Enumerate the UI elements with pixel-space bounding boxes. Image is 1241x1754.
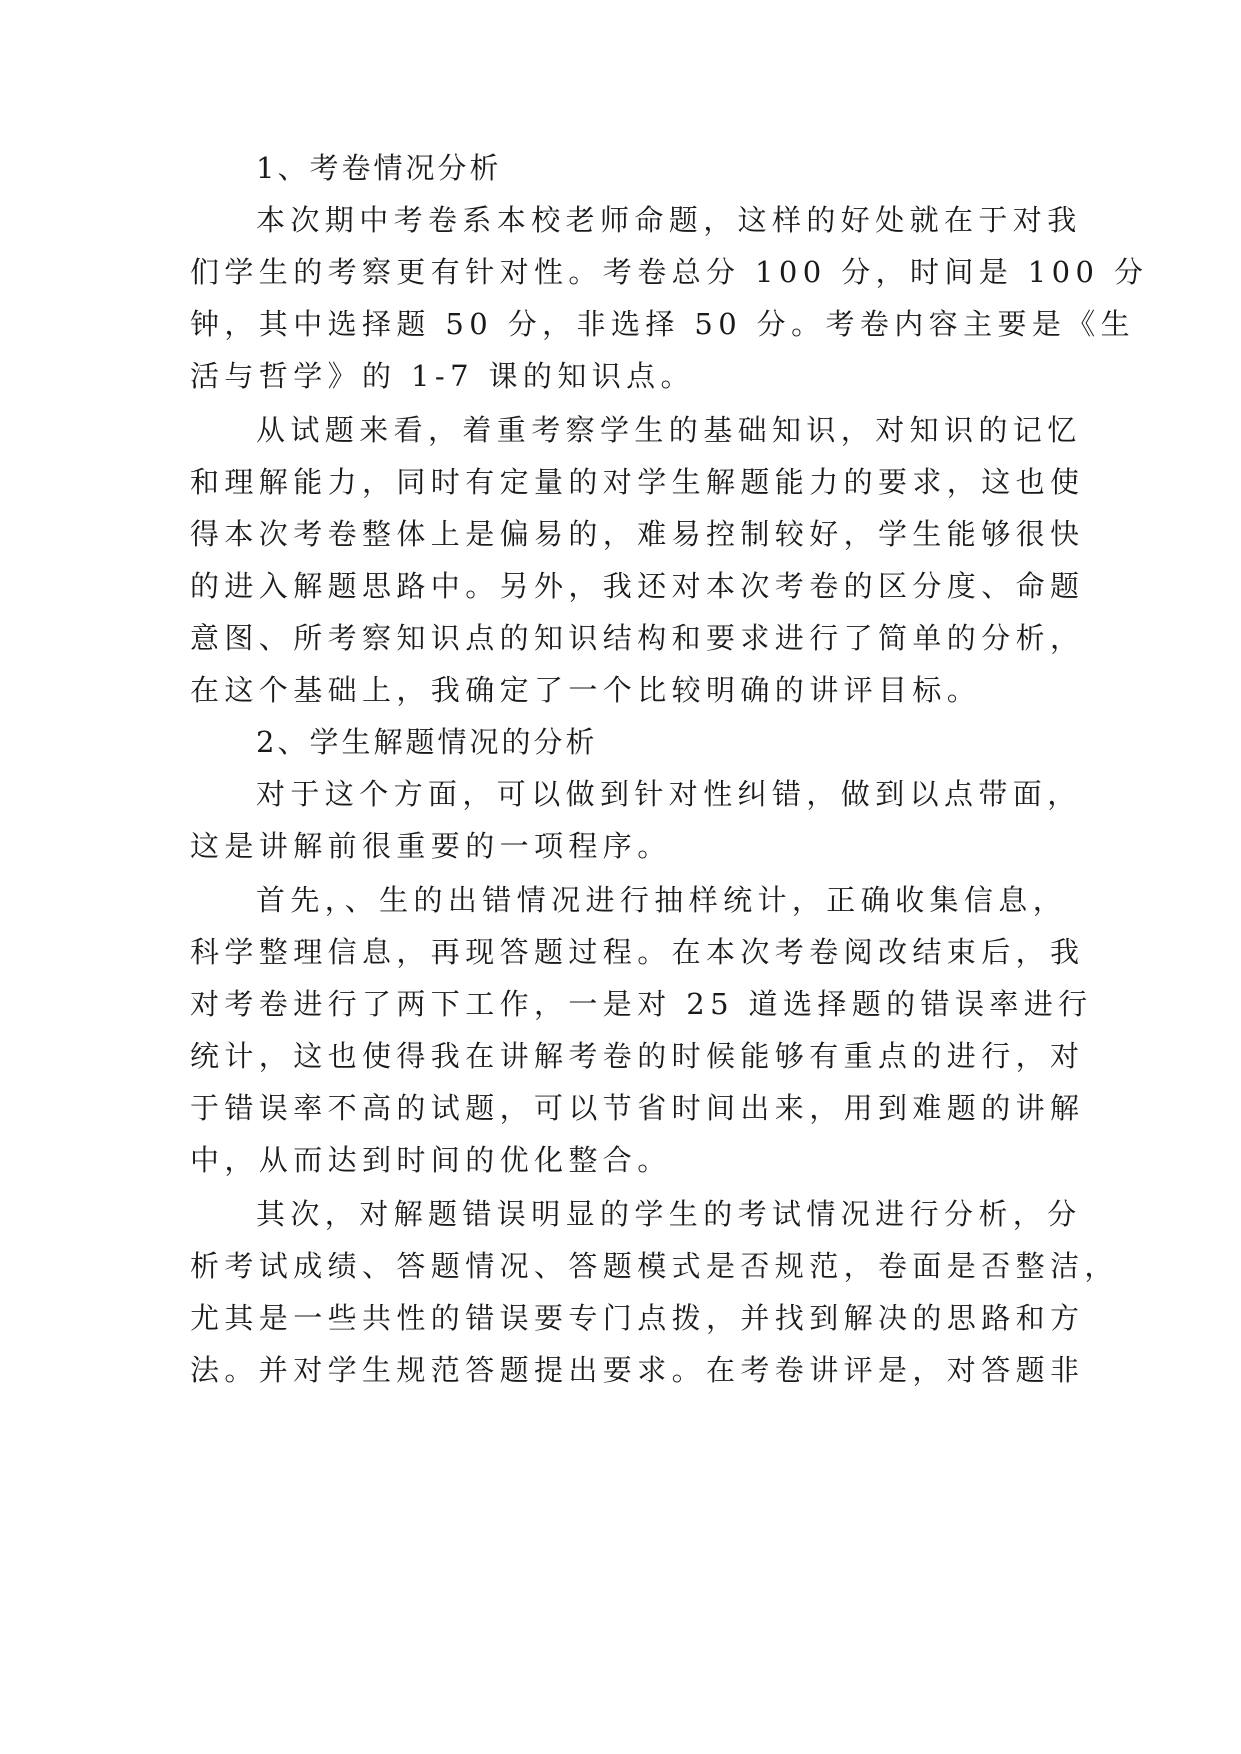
paragraph-line: 们学生的考察更有针对性。考卷总分 100 分，时间是 100 分 [190,255,1149,289]
paragraph-line: 其次，对解题错误明显的学生的考试情况进行分析，分 [256,1197,1082,1231]
paragraph-line: 从试题来看，着重考察学生的基础知识，对知识的记忆 [256,413,1082,447]
paragraph-line: 和理解能力，同时有定量的对学生解题能力的要求，这也使 [190,465,1085,499]
section-heading-2: 2、学生解题情况的分析 [256,725,598,759]
paragraph-line: 在这个基础上，我确定了一个比较明确的讲评目标。 [190,673,982,707]
paragraph-line: 统计，这也使得我在讲解考卷的时候能够有重点的进行，对 [190,1039,1085,1073]
paragraph-line: 法。并对学生规范答题提出要求。在考卷讲评是，对答题非 [190,1353,1085,1387]
paragraph-line: 这是讲解前很重要的一项程序。 [190,829,672,863]
paragraph-line: 首先，、生的出错情况进行抽样统计，正确收集信息， [256,883,1068,917]
section-heading-1: 1、考卷情况分析 [256,151,502,185]
paragraph-line: 对于这个方面，可以做到针对性纠错，做到以点带面， [256,777,1082,811]
paragraph-line: 对考卷进行了两下工作，一是对 25 道选择题的错误率进行 [190,987,1093,1021]
paragraph-line: 的进入解题思路中。另外，我还对本次考卷的区分度、命题 [190,569,1085,603]
paragraph-line: 钟，其中选择题 50 分，非选择 50 分。考卷内容主要是《生 [190,307,1136,341]
paragraph-line: 于错误率不高的试题，可以节省时间出来，用到难题的讲解 [190,1091,1085,1125]
paragraph-line: 科学整理信息，再现答题过程。在本次考卷阅改结束后，我 [190,935,1085,969]
paragraph-line: 活与哲学》的 1-7 课的知识点。 [190,359,695,393]
paragraph-line: 本次期中考卷系本校老师命题，这样的好处就在于对我 [256,203,1082,237]
paragraph-line: 中，从而达到时间的优化整合。 [190,1143,672,1177]
paragraph-line: 意图、所考察知识点的知识结构和要求进行了简单的分析， [190,621,1085,655]
paragraph-line: 析考试成绩、答题情况、答题模式是否规范，卷面是否整洁， [190,1249,1119,1283]
paragraph-line: 得本次考卷整体上是偏易的，难易控制较好，学生能够很快 [190,517,1085,551]
paragraph-line: 尤其是一些共性的错误要专门点拨，并找到解决的思路和方 [190,1301,1085,1335]
